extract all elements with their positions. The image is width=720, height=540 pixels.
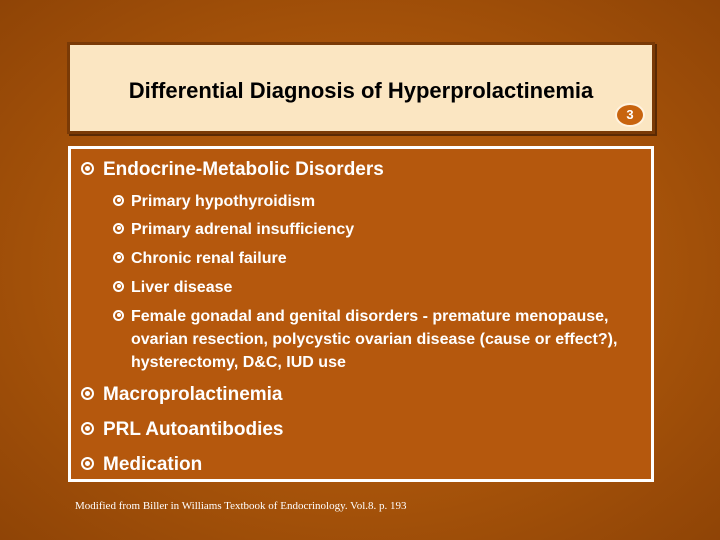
bullet-icon: [113, 195, 124, 206]
bullet-icon: [81, 422, 94, 435]
list-item: [113, 276, 633, 299]
list-item-label: Endocrine-Metabolic Disorders: [103, 159, 384, 180]
list-item: [113, 305, 633, 374]
list-item: [81, 419, 284, 441]
bullet-icon: [81, 387, 94, 400]
list-item-label: Macroprolactinemia: [103, 384, 283, 405]
bullet-icon: [113, 310, 124, 321]
bullet-icon: [113, 223, 124, 234]
footer-citation: Modified from Biller in Williams Textbook of Endocrinology. Vol.8. p. 193: [75, 500, 407, 512]
list-item-label: Female gonadal and genital disorders - premature menopause, ovarian resection, polycystic ovarian disease (cause or effect?), hysterectomy, D&C, IUD use: [131, 308, 618, 371]
list-item: [81, 454, 202, 476]
list-item-label: Primary hypothyroidism: [131, 193, 316, 210]
list-item: [113, 247, 633, 270]
list-item-label: Primary adrenal insufficiency: [131, 221, 355, 238]
slide-title: Differential Diagnosis of Hyperprolactinemia: [128, 78, 594, 103]
title-box: [67, 42, 655, 134]
bullet-icon: [81, 162, 94, 175]
list-item: [81, 159, 384, 181]
list-item: [113, 190, 633, 213]
list-item-label: PRL Autoantibodies: [103, 419, 284, 440]
list-item-label: Liver disease: [131, 279, 233, 296]
bullet-icon: [113, 252, 124, 263]
list-item-label: Medication: [103, 454, 203, 475]
slide-number-badge: 3: [615, 103, 645, 127]
content-box: [68, 146, 654, 482]
bullet-icon: [113, 281, 124, 292]
list-item-label: Chronic renal failure: [131, 250, 287, 267]
bullet-icon: [81, 457, 94, 470]
list-item: [113, 218, 633, 241]
list-item: [81, 384, 283, 406]
